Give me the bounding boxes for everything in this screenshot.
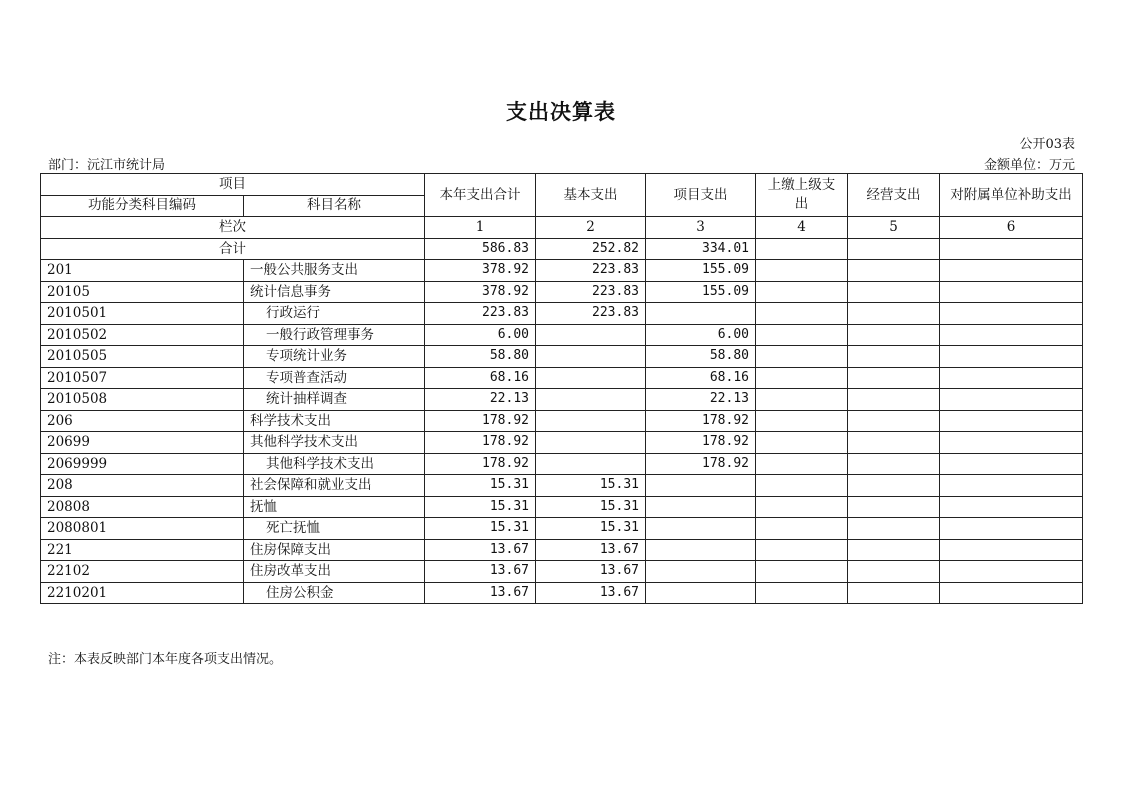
cell-total: 68.16 bbox=[425, 367, 536, 389]
cell-code: 201 bbox=[41, 260, 244, 282]
cell-upper bbox=[756, 324, 848, 346]
table-row bbox=[41, 281, 1083, 303]
header-upper: 上缴上级支出 bbox=[756, 174, 848, 217]
cell-total: 178.92 bbox=[425, 410, 536, 432]
cell-business bbox=[848, 389, 940, 411]
cell-total: 15.31 bbox=[425, 496, 536, 518]
cell-basic: 13.67 bbox=[536, 582, 646, 604]
cell-business bbox=[848, 475, 940, 497]
cell-basic bbox=[536, 410, 646, 432]
cell-subsidy bbox=[940, 303, 1083, 325]
cell-code: 2010508 bbox=[41, 389, 244, 411]
cell-project bbox=[646, 518, 756, 540]
cell-basic: 13.67 bbox=[536, 539, 646, 561]
cell-project: 155.09 bbox=[646, 260, 756, 282]
cell-upper bbox=[756, 518, 848, 540]
table-row bbox=[41, 410, 1083, 432]
cell-project bbox=[646, 475, 756, 497]
cell-business bbox=[848, 539, 940, 561]
cell-basic bbox=[536, 453, 646, 475]
cell-project: 155.09 bbox=[646, 281, 756, 303]
cell-subsidy bbox=[940, 518, 1083, 540]
header-subsidy: 对附属单位补助支出 bbox=[940, 174, 1083, 217]
cell-subsidy bbox=[940, 475, 1083, 497]
cell-upper bbox=[756, 582, 848, 604]
cell-project: 178.92 bbox=[646, 432, 756, 454]
cell-basic: 223.83 bbox=[536, 260, 646, 282]
cell-upper bbox=[756, 281, 848, 303]
cell-upper bbox=[756, 539, 848, 561]
cell-name: 专项统计业务 bbox=[244, 346, 425, 368]
cell-code: 20699 bbox=[41, 432, 244, 454]
cell-total: 6.00 bbox=[425, 324, 536, 346]
cell-business bbox=[848, 561, 940, 583]
cell-total: 378.92 bbox=[425, 281, 536, 303]
cell-upper bbox=[756, 410, 848, 432]
total-subsidy bbox=[940, 238, 1083, 260]
header-code: 功能分类科目编码 bbox=[41, 195, 244, 217]
cell-name: 统计信息事务 bbox=[244, 281, 425, 303]
column-index-cell: 3 bbox=[646, 217, 756, 239]
cell-code: 2010502 bbox=[41, 324, 244, 346]
header-total: 本年支出合计 bbox=[425, 174, 536, 217]
cell-code: 22102 bbox=[41, 561, 244, 583]
cell-subsidy bbox=[940, 496, 1083, 518]
cell-code: 20808 bbox=[41, 496, 244, 518]
table-row bbox=[41, 561, 1083, 583]
cell-basic bbox=[536, 432, 646, 454]
cell-name: 科学技术支出 bbox=[244, 410, 425, 432]
cell-upper bbox=[756, 453, 848, 475]
cell-total: 15.31 bbox=[425, 518, 536, 540]
cell-basic: 223.83 bbox=[536, 281, 646, 303]
cell-subsidy bbox=[940, 561, 1083, 583]
cell-basic bbox=[536, 389, 646, 411]
cell-total: 378.92 bbox=[425, 260, 536, 282]
column-index-label: 栏次 bbox=[41, 217, 425, 239]
cell-code: 2010507 bbox=[41, 367, 244, 389]
cell-total: 58.80 bbox=[425, 346, 536, 368]
cell-business bbox=[848, 496, 940, 518]
cell-name: 抚恤 bbox=[244, 496, 425, 518]
table-row bbox=[41, 303, 1083, 325]
table-row bbox=[41, 582, 1083, 604]
cell-subsidy bbox=[940, 453, 1083, 475]
cell-code: 20105 bbox=[41, 281, 244, 303]
table-row bbox=[41, 346, 1083, 368]
cell-total: 13.67 bbox=[425, 539, 536, 561]
cell-upper bbox=[756, 389, 848, 411]
cell-business bbox=[848, 453, 940, 475]
table-row bbox=[41, 432, 1083, 454]
cell-project bbox=[646, 496, 756, 518]
cell-basic bbox=[536, 324, 646, 346]
cell-basic bbox=[536, 346, 646, 368]
cell-upper bbox=[756, 346, 848, 368]
cell-subsidy bbox=[940, 324, 1083, 346]
cell-business bbox=[848, 324, 940, 346]
cell-total: 223.83 bbox=[425, 303, 536, 325]
table-row bbox=[41, 260, 1083, 282]
cell-subsidy bbox=[940, 410, 1083, 432]
column-index-cell: 1 bbox=[425, 217, 536, 239]
table-row bbox=[41, 367, 1083, 389]
cell-basic: 15.31 bbox=[536, 518, 646, 540]
total-label: 合计 bbox=[41, 238, 425, 260]
cell-name: 专项普查活动 bbox=[244, 367, 425, 389]
cell-total: 178.92 bbox=[425, 453, 536, 475]
department-label: 部门：沅江市统计局 bbox=[48, 158, 166, 173]
column-index-row bbox=[41, 217, 1083, 239]
header-project: 项目 bbox=[41, 174, 425, 196]
header-project-expenditure: 项目支出 bbox=[646, 174, 756, 217]
cell-code: 2210201 bbox=[41, 582, 244, 604]
page-title: 支出决算表 bbox=[506, 99, 616, 124]
column-index-cell: 4 bbox=[756, 217, 848, 239]
cell-business bbox=[848, 367, 940, 389]
cell-basic: 15.31 bbox=[536, 475, 646, 497]
cell-code: 2010505 bbox=[41, 346, 244, 368]
cell-code: 2069999 bbox=[41, 453, 244, 475]
cell-subsidy bbox=[940, 539, 1083, 561]
cell-project: 178.92 bbox=[646, 410, 756, 432]
cell-project bbox=[646, 303, 756, 325]
cell-subsidy bbox=[940, 582, 1083, 604]
cell-business bbox=[848, 303, 940, 325]
cell-upper bbox=[756, 367, 848, 389]
footnote: 注：本表反映部门本年度各项支出情况。 bbox=[48, 652, 283, 667]
cell-project: 178.92 bbox=[646, 453, 756, 475]
cell-upper bbox=[756, 260, 848, 282]
cell-name: 住房改革支出 bbox=[244, 561, 425, 583]
cell-total: 13.67 bbox=[425, 582, 536, 604]
total-amount: 586.83 bbox=[425, 238, 536, 260]
cell-code: 206 bbox=[41, 410, 244, 432]
cell-business bbox=[848, 260, 940, 282]
form-number: 公开03表 bbox=[1019, 137, 1075, 152]
cell-upper bbox=[756, 561, 848, 583]
header-basic: 基本支出 bbox=[536, 174, 646, 217]
column-index-cell: 6 bbox=[940, 217, 1083, 239]
table-row bbox=[41, 389, 1083, 411]
cell-project bbox=[646, 582, 756, 604]
cell-business bbox=[848, 281, 940, 303]
table-row bbox=[41, 475, 1083, 497]
total-project: 334.01 bbox=[646, 238, 756, 260]
cell-name: 统计抽样调查 bbox=[244, 389, 425, 411]
cell-name: 一般公共服务支出 bbox=[244, 260, 425, 282]
cell-name: 其他科学技术支出 bbox=[244, 432, 425, 454]
cell-business bbox=[848, 582, 940, 604]
cell-subsidy bbox=[940, 281, 1083, 303]
cell-subsidy bbox=[940, 346, 1083, 368]
cell-code: 208 bbox=[41, 475, 244, 497]
cell-total: 15.31 bbox=[425, 475, 536, 497]
cell-subsidy bbox=[940, 389, 1083, 411]
cell-project: 58.80 bbox=[646, 346, 756, 368]
cell-subsidy bbox=[940, 432, 1083, 454]
expenditure-table bbox=[40, 173, 1083, 604]
cell-total: 22.13 bbox=[425, 389, 536, 411]
total-business bbox=[848, 238, 940, 260]
cell-basic: 223.83 bbox=[536, 303, 646, 325]
cell-code: 2080801 bbox=[41, 518, 244, 540]
cell-name: 其他科学技术支出 bbox=[244, 453, 425, 475]
cell-total: 13.67 bbox=[425, 561, 536, 583]
table-row bbox=[41, 324, 1083, 346]
table-row bbox=[41, 453, 1083, 475]
total-upper bbox=[756, 238, 848, 260]
cell-subsidy bbox=[940, 367, 1083, 389]
cell-business bbox=[848, 518, 940, 540]
cell-upper bbox=[756, 475, 848, 497]
table-row bbox=[41, 539, 1083, 561]
cell-project: 6.00 bbox=[646, 324, 756, 346]
total-row bbox=[41, 238, 1083, 260]
table-row bbox=[41, 496, 1083, 518]
column-index-cell: 5 bbox=[848, 217, 940, 239]
column-index-cell: 2 bbox=[536, 217, 646, 239]
cell-subsidy bbox=[940, 260, 1083, 282]
amount-unit-label: 金额单位：万元 bbox=[983, 158, 1075, 173]
header-name: 科目名称 bbox=[244, 195, 425, 217]
cell-name: 行政运行 bbox=[244, 303, 425, 325]
table-body bbox=[41, 260, 1083, 604]
header-business: 经营支出 bbox=[848, 174, 940, 217]
cell-name: 住房保障支出 bbox=[244, 539, 425, 561]
total-basic: 252.82 bbox=[536, 238, 646, 260]
cell-basic bbox=[536, 367, 646, 389]
cell-project bbox=[646, 539, 756, 561]
cell-project: 68.16 bbox=[646, 367, 756, 389]
cell-basic: 15.31 bbox=[536, 496, 646, 518]
table-row bbox=[41, 518, 1083, 540]
cell-business bbox=[848, 346, 940, 368]
cell-name: 住房公积金 bbox=[244, 582, 425, 604]
cell-project: 22.13 bbox=[646, 389, 756, 411]
cell-name: 一般行政管理事务 bbox=[244, 324, 425, 346]
cell-upper bbox=[756, 303, 848, 325]
cell-code: 221 bbox=[41, 539, 244, 561]
cell-basic: 13.67 bbox=[536, 561, 646, 583]
cell-business bbox=[848, 410, 940, 432]
cell-name: 死亡抚恤 bbox=[244, 518, 425, 540]
cell-business bbox=[848, 432, 940, 454]
cell-code: 2010501 bbox=[41, 303, 244, 325]
cell-project bbox=[646, 561, 756, 583]
cell-upper bbox=[756, 432, 848, 454]
cell-name: 社会保障和就业支出 bbox=[244, 475, 425, 497]
cell-upper bbox=[756, 496, 848, 518]
cell-total: 178.92 bbox=[425, 432, 536, 454]
